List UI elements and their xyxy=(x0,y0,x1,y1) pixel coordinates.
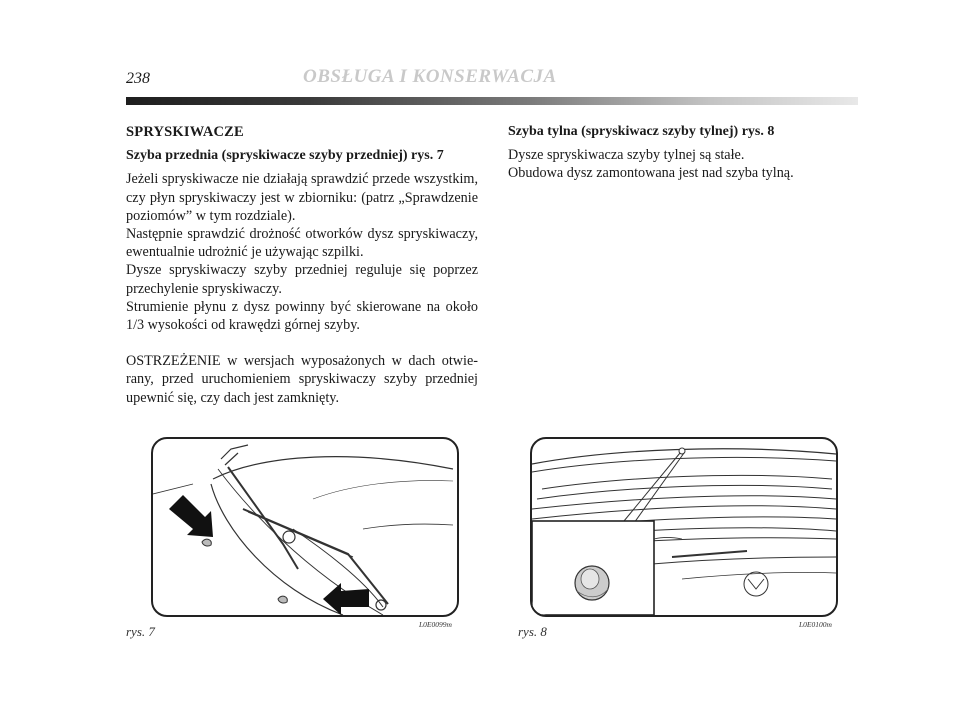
nozzle-detail-icon xyxy=(575,566,609,600)
figure-code: L0E0099m xyxy=(419,620,452,629)
figure-code: L0E0100m xyxy=(799,620,832,629)
subheading: Szyba przednia (spryskiwacze szyby przedniej) rys. 7 xyxy=(126,148,444,164)
heading: SPRYSKIWACZE xyxy=(126,124,244,140)
figure-caption: rys. 8 xyxy=(518,624,547,639)
figure-rear-washer xyxy=(530,437,838,617)
paragraph: Dysze spryskiwacza szyby tylnej są stałe. xyxy=(508,147,745,164)
nozzle-icon xyxy=(202,539,211,546)
paragraph: Jeżeli spryskiwacze nie działają sprawdzić przede wszystkim, czy płyn spryskiwaczy jest w zbiorniku: (patrz „Sprawdzenie poziomów” w tym rozdziale). xyxy=(126,171,478,224)
right-column xyxy=(508,123,860,183)
figure-front-washers xyxy=(151,437,459,617)
left-column xyxy=(126,123,478,407)
page-number: 238 xyxy=(126,70,150,87)
arrow-down-right-icon xyxy=(169,495,213,537)
rear-washer-nozzle-illustration xyxy=(532,439,836,615)
paragraph: Dysze spryskiwaczy szyby przedniej reguluje się poprzez przechylenie spryskiwaczy. xyxy=(126,262,478,297)
paragraph: Obudowa dysz zamontowana jest nad szyba tylną. xyxy=(508,165,794,182)
subheading: Szyba tylna (spryskiwacz szyby tylnej) rys. 8 xyxy=(508,124,775,139)
section-title: OBSŁUGA I KONSERWACJA xyxy=(303,66,557,87)
warning-paragraph: OSTRZEŻENIE w wersjach wyposażonych w dach otwie-rany, przed uruchomieniem spryskiwaczy szyby przedniej upewnić się, czy dach jest zamknięty. xyxy=(126,353,478,406)
windshield-washer-nozzles-illustration xyxy=(153,439,457,615)
header-bar xyxy=(126,97,858,105)
spacer xyxy=(126,334,478,352)
figure-caption: rys. 7 xyxy=(126,624,155,639)
nozzle-icon xyxy=(278,596,287,603)
paragraph: Następnie sprawdzić drożność otworków dysz spryskiwaczy, ewentualnie udrożnić je używając szpilki. xyxy=(126,226,478,261)
paragraph: Strumienie płynu z dysz powinny być skierowane na około 1/3 wysokości od krawędzi górnej szyby. xyxy=(126,298,478,334)
